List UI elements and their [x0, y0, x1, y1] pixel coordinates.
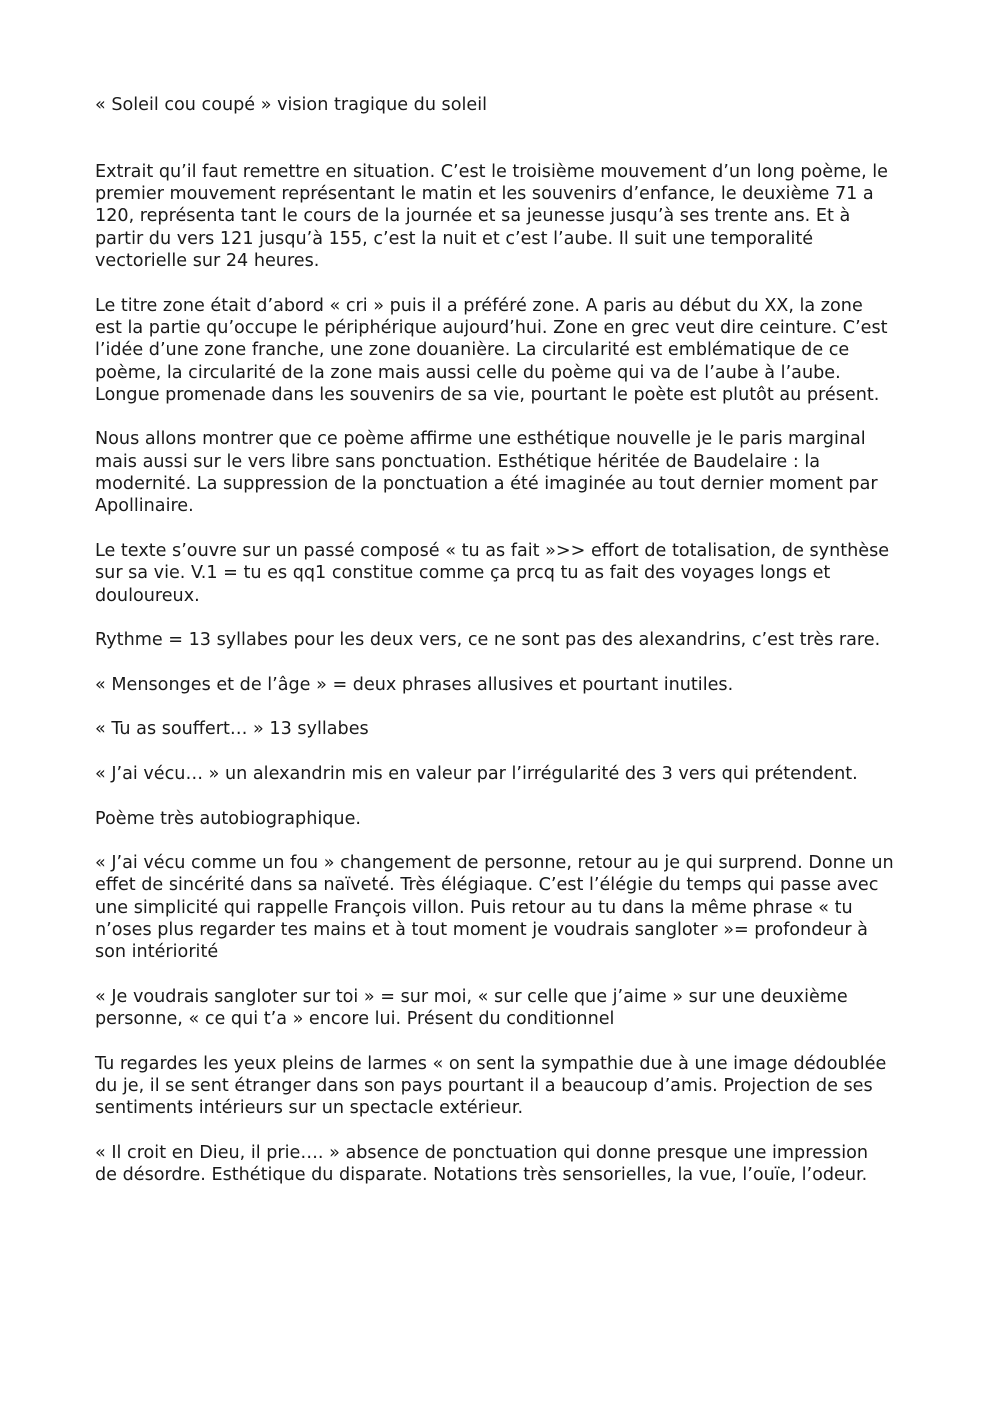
paragraph-tu-as-souffert: « Tu as souffert… » 13 syllabes: [95, 719, 369, 740]
paragraph-titre-zone: Le titre zone était d’abord « cri » puis il a préféré zone. A paris au début du XX, la zone est la partie qu’occupe le périphérique aujourd’hui. Zone en grec veut dire ceinture. C’est l’idée d’une zone franche, une zone douanière. La circularité est emblématique de ce poème, la circularité de la zone mais aussi celle du poème qui va de l’aube à l’aube. Longue promenade dans les souvenirs de sa vie, pourtant le poète est plutôt au présent.: [95, 295, 888, 405]
document-body: [95, 94, 895, 1209]
document-title: « Soleil cou coupé » vision tragique du soleil: [95, 95, 487, 115]
paragraph-jai-vecu: « J’ai vécu… » un alexandrin mis en valeur par l’irrégularité des 3 vers qui prétendent.: [95, 763, 858, 784]
paragraph-autobiographique: Poème très autobiographique.: [95, 808, 361, 829]
paragraph-larmes: Tu regardes les yeux pleins de larmes « on sent la sympathie due à une image dédoublée du je, il se sent étranger dans son pays pourtant il a beaucoup d’amis. Projection de ses sentiments intérieurs sur un spectacle extérieur.: [95, 1053, 887, 1119]
paragraph-comme-un-fou: « J’ai vécu comme un fou » changement de personne, retour au je qui surprend. Donne un effet de sincérité dans sa naïveté. Très élégiaque. C’est l’élégie du temps qui passe avec une simplicité qui rappelle François villon. Puis retour au tu dans la même phrase « tu n’oses plus regarder tes mains et à tout moment je voudrais sangloter »= profondeur à son intériorité: [95, 853, 894, 963]
paragraph-esthetique: Nous allons montrer que ce poème affirme une esthétique nouvelle je le paris marginal mais aussi sur le vers libre sans ponctuation. Esthétique héritée de Baudelaire : la modernité. La suppression de la ponctuation a été imaginée au tout dernier moment par Apollinaire.: [95, 429, 878, 517]
paragraph-sangloter: « Je voudrais sangloter sur toi » = sur moi, « sur celle que j’aime » sur une deuxième personne, « ce qui t’a » encore lui. Présent du conditionnel: [95, 986, 848, 1030]
paragraph-mensonges: « Mensonges et de l’âge » = deux phrases allusives et pourtant inutiles.: [95, 674, 734, 695]
paragraph-rythme: Rythme = 13 syllabes pour les deux vers, ce ne sont pas des alexandrins, c’est très rare.: [95, 630, 881, 651]
paragraph-il-croit: « Il croit en Dieu, il prie…. » absence de ponctuation qui donne presque une impression de désordre. Esthétique du disparate. Notations très sensorielles, la vue, l’ouïe, l’odeur.: [95, 1142, 869, 1186]
paragraph-situation: Extrait qu’il faut remettre en situation. C’est le troisième mouvement d’un long poème, le premier mouvement représentant le matin et les souvenirs d’enfance, le deuxième 71 a 120, représenta tant le cours de la journée et sa jeunesse jusqu’à ses trente ans. Et à partir du vers 121 jusqu’à 155, c’est la nuit et c’est l’aube. Il suit une temporalité vectorielle sur 24 heures.: [95, 161, 888, 272]
paragraph-passe-compose: Le texte s’ouvre sur un passé composé « tu as fait »>> effort de totalisation, de synthèse sur sa vie. V.1 = tu es qq1 constitue comme ça prcq tu as fait des voyages longs et douloureux.: [95, 540, 890, 606]
